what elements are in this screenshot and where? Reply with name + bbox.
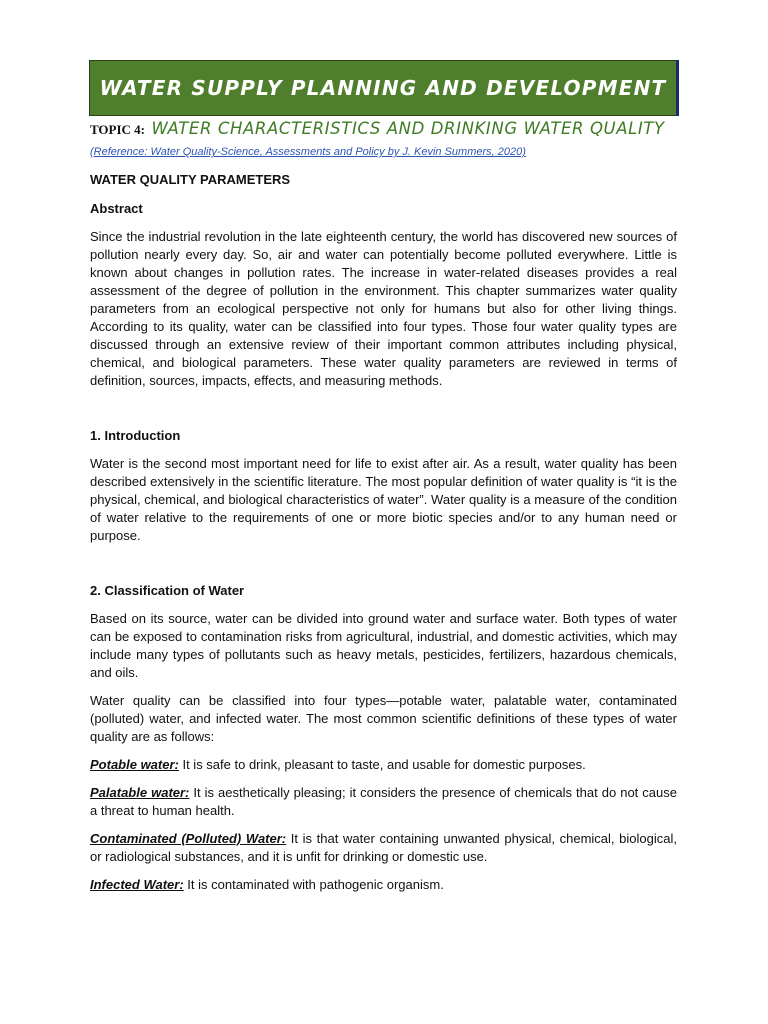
definition-text: It is aesthetically pleasing; it considers the presence of chemicals that do not cause a threat to human health. <box>90 785 677 818</box>
topic-title: WATER CHARACTERISTICS AND DRINKING WATER QUALITY <box>151 119 665 138</box>
banner-title: WATER SUPPLY PLANNING AND DEVELOPMENT <box>99 76 667 100</box>
main-heading: WATER QUALITY PARAMETERS <box>90 172 291 187</box>
definition-potable <box>90 756 677 774</box>
definition-contaminated <box>90 830 677 866</box>
document-body <box>90 170 677 894</box>
definition-text: It is contaminated with pathogenic organism. <box>183 877 444 892</box>
classification-heading: 2. Classification of Water <box>90 583 245 598</box>
classification-paragraph-1: Based on its source, water can be divided into ground water and surface water. Both types of water can be exposed to contamination risks from agricultural, industrial, and domestic activities, which may include many types of pollutants such as heavy metals, pesticides, fertilizers, hazardous chemicals, and oils. <box>90 611 677 680</box>
title-banner <box>89 60 679 116</box>
definition-term: Contaminated (Polluted) Water: <box>90 831 287 846</box>
definition-term: Potable water: <box>90 757 179 772</box>
definition-text: It is that water containing unwanted physical, chemical, biological, or radiological substances, and it is unfit for drinking or domestic use. <box>90 831 677 864</box>
topic-line <box>90 119 690 139</box>
definition-term: Infected Water: <box>90 877 184 892</box>
abstract-heading: Abstract <box>90 201 143 216</box>
abstract-paragraph: Since the industrial revolution in the late eighteenth century, the world has discovered new sources of pollution nearly every day. So, air and water can potentially become polluted everywhere. Little is known about changes in pollution rates. The increase in water-related diseases provides a real assessment of the degree of pollution in the environment. This chapter summarizes water quality parameters from an ecological perspective not only for humans but also for other living things. According to its quality, water can be classified into four types. Those four water quality types are discussed through an extensive review of their important common attributes including physical, chemical, and biological parameters. These water quality parameters are reviewed in terms of definition, sources, impacts, effects, and measuring methods. <box>90 229 677 388</box>
definition-palatable <box>90 784 677 820</box>
definition-term: Palatable water: <box>90 785 190 800</box>
reference-link[interactable]: (Reference: Water Quality-Science, Assessments and Policy by J. Kevin Summers, 2020) <box>90 146 526 158</box>
introduction-paragraph: Water is the second most important need for life to exist after air. As a result, water quality has been described extensively in the scientific literature. The most popular definition of water quality is “it is the physical, chemical, and biological characteristics of water”. Water quality is a measure of the condition of water relative to the requirements of one or more biotic species and/or to any human need or purpose. <box>90 456 677 543</box>
definition-text: It is safe to drink, pleasant to taste, and usable for domestic purposes. <box>178 757 586 772</box>
topic-label: TOPIC 4: <box>90 122 146 137</box>
classification-paragraph-2: Water quality can be classified into four types—potable water, palatable water, contaminated (polluted) water, and infected water. The most common scientific definitions of these types of water quality are as follows: <box>90 693 677 744</box>
definition-infected <box>90 876 677 894</box>
introduction-heading: 1. Introduction <box>90 428 181 443</box>
